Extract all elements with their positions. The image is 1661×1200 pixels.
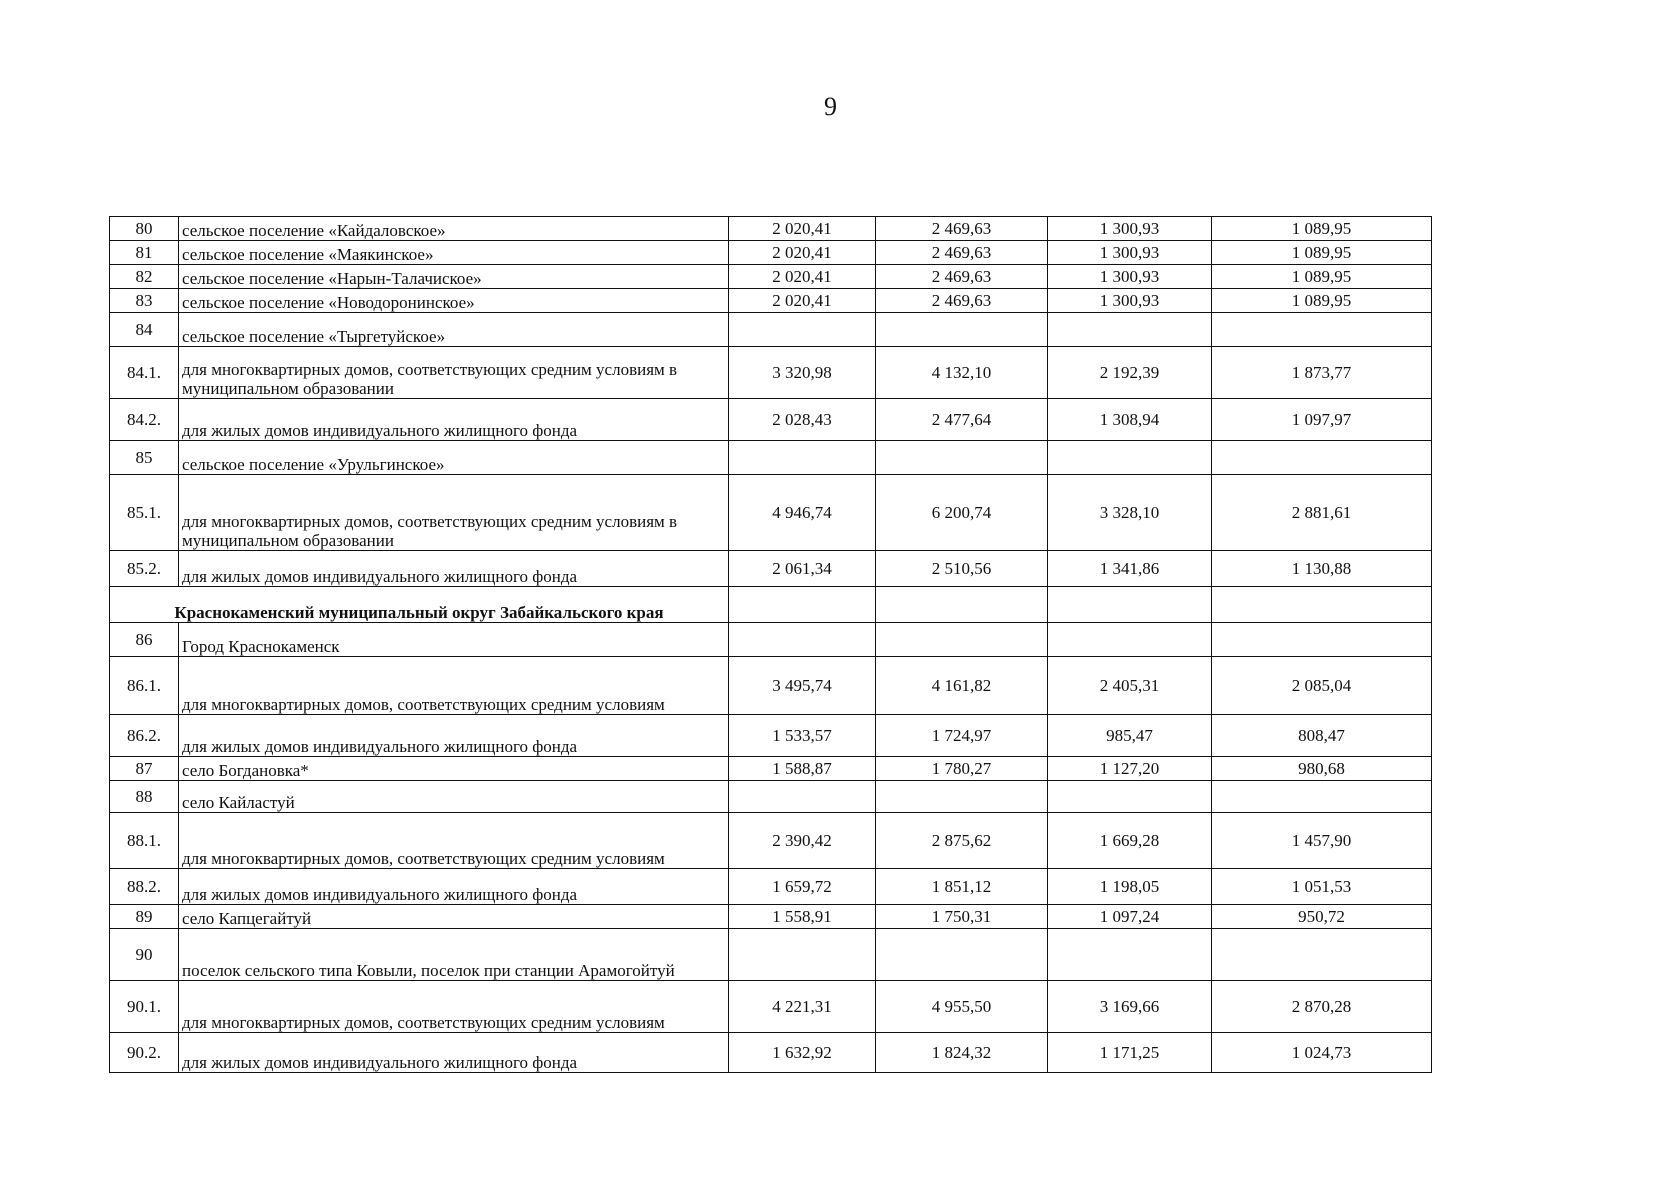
value-cell: 1 097,24	[1048, 905, 1212, 929]
row-number: 90.1.	[110, 981, 179, 1033]
row-number: 80	[110, 217, 179, 241]
value-cell: 2 020,41	[729, 217, 876, 241]
row-number: 86.2.	[110, 715, 179, 757]
value-cell: 1 341,86	[1048, 551, 1212, 587]
row-name: поселок сельского типа Ковыли, поселок при станции Арамогойтуй	[179, 929, 729, 981]
value-cell: 1 824,32	[876, 1033, 1048, 1073]
value-cell: 1 130,88	[1212, 551, 1432, 587]
table-row	[110, 813, 1432, 869]
row-number: 86	[110, 623, 179, 657]
section-header-row	[110, 587, 1432, 623]
row-number: 84	[110, 313, 179, 347]
value-cell: 1 051,53	[1212, 869, 1432, 905]
value-cell: 2 469,63	[876, 217, 1048, 241]
row-number: 89	[110, 905, 179, 929]
row-name: для многоквартирных домов, соответствующих средним условиям в муниципальном образовании	[179, 475, 729, 551]
value-cell	[729, 623, 876, 657]
row-name: для многоквартирных домов, соответствующих средним условиям	[179, 813, 729, 869]
table-row	[110, 551, 1432, 587]
row-name: для жилых домов индивидуального жилищного фонда	[179, 869, 729, 905]
row-number: 84.2.	[110, 399, 179, 441]
row-name: сельское поселение «Тыргетуйское»	[179, 313, 729, 347]
value-cell	[729, 441, 876, 475]
table-row	[110, 781, 1432, 813]
row-name: сельское поселение «Кайдаловское»	[179, 217, 729, 241]
table-row	[110, 869, 1432, 905]
row-number: 85.1.	[110, 475, 179, 551]
row-number: 85	[110, 441, 179, 475]
row-name: для жилых домов индивидуального жилищного фонда	[179, 1033, 729, 1073]
table-row	[110, 715, 1432, 757]
value-cell	[1212, 623, 1432, 657]
value-cell: 1 558,91	[729, 905, 876, 929]
row-name: сельское поселение «Новодоронинское»	[179, 289, 729, 313]
value-cell	[1212, 313, 1432, 347]
table-row	[110, 905, 1432, 929]
value-cell: 2 477,64	[876, 399, 1048, 441]
value-cell	[1048, 623, 1212, 657]
table-row	[110, 757, 1432, 781]
value-cell: 2 469,63	[876, 289, 1048, 313]
row-name: село Богдановка*	[179, 757, 729, 781]
table-row	[110, 347, 1432, 399]
value-cell: 2 020,41	[729, 241, 876, 265]
value-cell: 1 171,25	[1048, 1033, 1212, 1073]
value-cell: 1 300,93	[1048, 217, 1212, 241]
row-name: село Кайластуй	[179, 781, 729, 813]
value-cell: 2 510,56	[876, 551, 1048, 587]
value-cell	[876, 313, 1048, 347]
value-cell	[1212, 781, 1432, 813]
page-number: 9	[824, 92, 837, 121]
row-name: для многоквартирных домов, соответствующих средним условиям в муниципальном образовании	[179, 347, 729, 399]
value-cell: 2 405,31	[1048, 657, 1212, 715]
value-cell	[729, 313, 876, 347]
value-cell: 2 085,04	[1212, 657, 1432, 715]
value-cell: 1 300,93	[1048, 265, 1212, 289]
value-cell: 1 097,97	[1212, 399, 1432, 441]
row-name: сельское поселение «Урульгинское»	[179, 441, 729, 475]
value-cell: 3 320,98	[729, 347, 876, 399]
value-cell: 1 089,95	[1212, 289, 1432, 313]
value-cell	[1048, 587, 1212, 623]
value-cell: 4 955,50	[876, 981, 1048, 1033]
value-cell: 2 469,63	[876, 241, 1048, 265]
value-cell: 1 024,73	[1212, 1033, 1432, 1073]
value-cell: 1 851,12	[876, 869, 1048, 905]
row-name: село Капцегайтуй	[179, 905, 729, 929]
row-number: 85.2.	[110, 551, 179, 587]
value-cell: 1 780,27	[876, 757, 1048, 781]
table-row	[110, 289, 1432, 313]
row-name: Город Краснокаменск	[179, 623, 729, 657]
row-number: 86.1.	[110, 657, 179, 715]
value-cell: 2 870,28	[1212, 981, 1432, 1033]
table-row	[110, 981, 1432, 1033]
value-cell: 4 161,82	[876, 657, 1048, 715]
value-cell: 2 028,43	[729, 399, 876, 441]
row-number: 88	[110, 781, 179, 813]
row-number: 81	[110, 241, 179, 265]
row-number: 84.1.	[110, 347, 179, 399]
value-cell	[876, 441, 1048, 475]
row-name: сельское поселение «Нарын-Талачиское»	[179, 265, 729, 289]
value-cell: 1 300,93	[1048, 289, 1212, 313]
value-cell: 1 724,97	[876, 715, 1048, 757]
value-cell: 2 881,61	[1212, 475, 1432, 551]
value-cell: 2 020,41	[729, 289, 876, 313]
value-cell: 2 061,34	[729, 551, 876, 587]
value-cell: 2 469,63	[876, 265, 1048, 289]
row-number: 88.2.	[110, 869, 179, 905]
row-number: 87	[110, 757, 179, 781]
value-cell	[1048, 781, 1212, 813]
table-row	[110, 241, 1432, 265]
value-cell	[729, 587, 876, 623]
value-cell	[876, 623, 1048, 657]
row-name: для жилых домов индивидуального жилищного фонда	[179, 715, 729, 757]
value-cell: 1 750,31	[876, 905, 1048, 929]
value-cell	[729, 929, 876, 981]
value-cell	[1212, 441, 1432, 475]
value-cell: 1 632,92	[729, 1033, 876, 1073]
value-cell: 1 669,28	[1048, 813, 1212, 869]
tariff-table	[109, 216, 1432, 1073]
value-cell: 4 132,10	[876, 347, 1048, 399]
table-row	[110, 313, 1432, 347]
value-cell	[1048, 313, 1212, 347]
value-cell	[1212, 587, 1432, 623]
value-cell: 1 308,94	[1048, 399, 1212, 441]
value-cell: 1 089,95	[1212, 265, 1432, 289]
table-row	[110, 217, 1432, 241]
row-name: для жилых домов индивидуального жилищного фонда	[179, 399, 729, 441]
row-name: сельское поселение «Маякинское»	[179, 241, 729, 265]
value-cell	[1048, 441, 1212, 475]
value-cell: 1 089,95	[1212, 241, 1432, 265]
value-cell: 950,72	[1212, 905, 1432, 929]
value-cell: 6 200,74	[876, 475, 1048, 551]
row-number: 90.2.	[110, 1033, 179, 1073]
table-row	[110, 475, 1432, 551]
value-cell: 2 875,62	[876, 813, 1048, 869]
value-cell: 3 169,66	[1048, 981, 1212, 1033]
value-cell: 1 089,95	[1212, 217, 1432, 241]
value-cell: 980,68	[1212, 757, 1432, 781]
table-row	[110, 929, 1432, 981]
value-cell: 1 873,77	[1212, 347, 1432, 399]
table-row	[110, 265, 1432, 289]
value-cell: 1 457,90	[1212, 813, 1432, 869]
table-body	[110, 217, 1432, 1073]
value-cell: 4 221,31	[729, 981, 876, 1033]
value-cell: 2 020,41	[729, 265, 876, 289]
value-cell: 985,47	[1048, 715, 1212, 757]
value-cell: 2 192,39	[1048, 347, 1212, 399]
section-title: Краснокаменский муниципальный округ Забайкальского края	[110, 587, 729, 623]
value-cell: 1 588,87	[729, 757, 876, 781]
value-cell: 1 300,93	[1048, 241, 1212, 265]
value-cell	[876, 781, 1048, 813]
table-row	[110, 657, 1432, 715]
value-cell	[1212, 929, 1432, 981]
table-row	[110, 623, 1432, 657]
value-cell	[1048, 929, 1212, 981]
row-number: 90	[110, 929, 179, 981]
value-cell: 1 659,72	[729, 869, 876, 905]
row-name: для многоквартирных домов, соответствующих средним условиям	[179, 657, 729, 715]
value-cell: 808,47	[1212, 715, 1432, 757]
value-cell: 3 328,10	[1048, 475, 1212, 551]
row-number: 88.1.	[110, 813, 179, 869]
value-cell: 3 495,74	[729, 657, 876, 715]
value-cell	[876, 929, 1048, 981]
value-cell	[729, 781, 876, 813]
value-cell: 2 390,42	[729, 813, 876, 869]
value-cell	[876, 587, 1048, 623]
row-name: для многоквартирных домов, соответствующих средним условиям	[179, 981, 729, 1033]
row-name: для жилых домов индивидуального жилищного фонда	[179, 551, 729, 587]
value-cell: 1 127,20	[1048, 757, 1212, 781]
table-row	[110, 1033, 1432, 1073]
row-number: 83	[110, 289, 179, 313]
table-row	[110, 399, 1432, 441]
row-number: 82	[110, 265, 179, 289]
value-cell: 1 533,57	[729, 715, 876, 757]
value-cell: 1 198,05	[1048, 869, 1212, 905]
value-cell: 4 946,74	[729, 475, 876, 551]
table-row	[110, 441, 1432, 475]
